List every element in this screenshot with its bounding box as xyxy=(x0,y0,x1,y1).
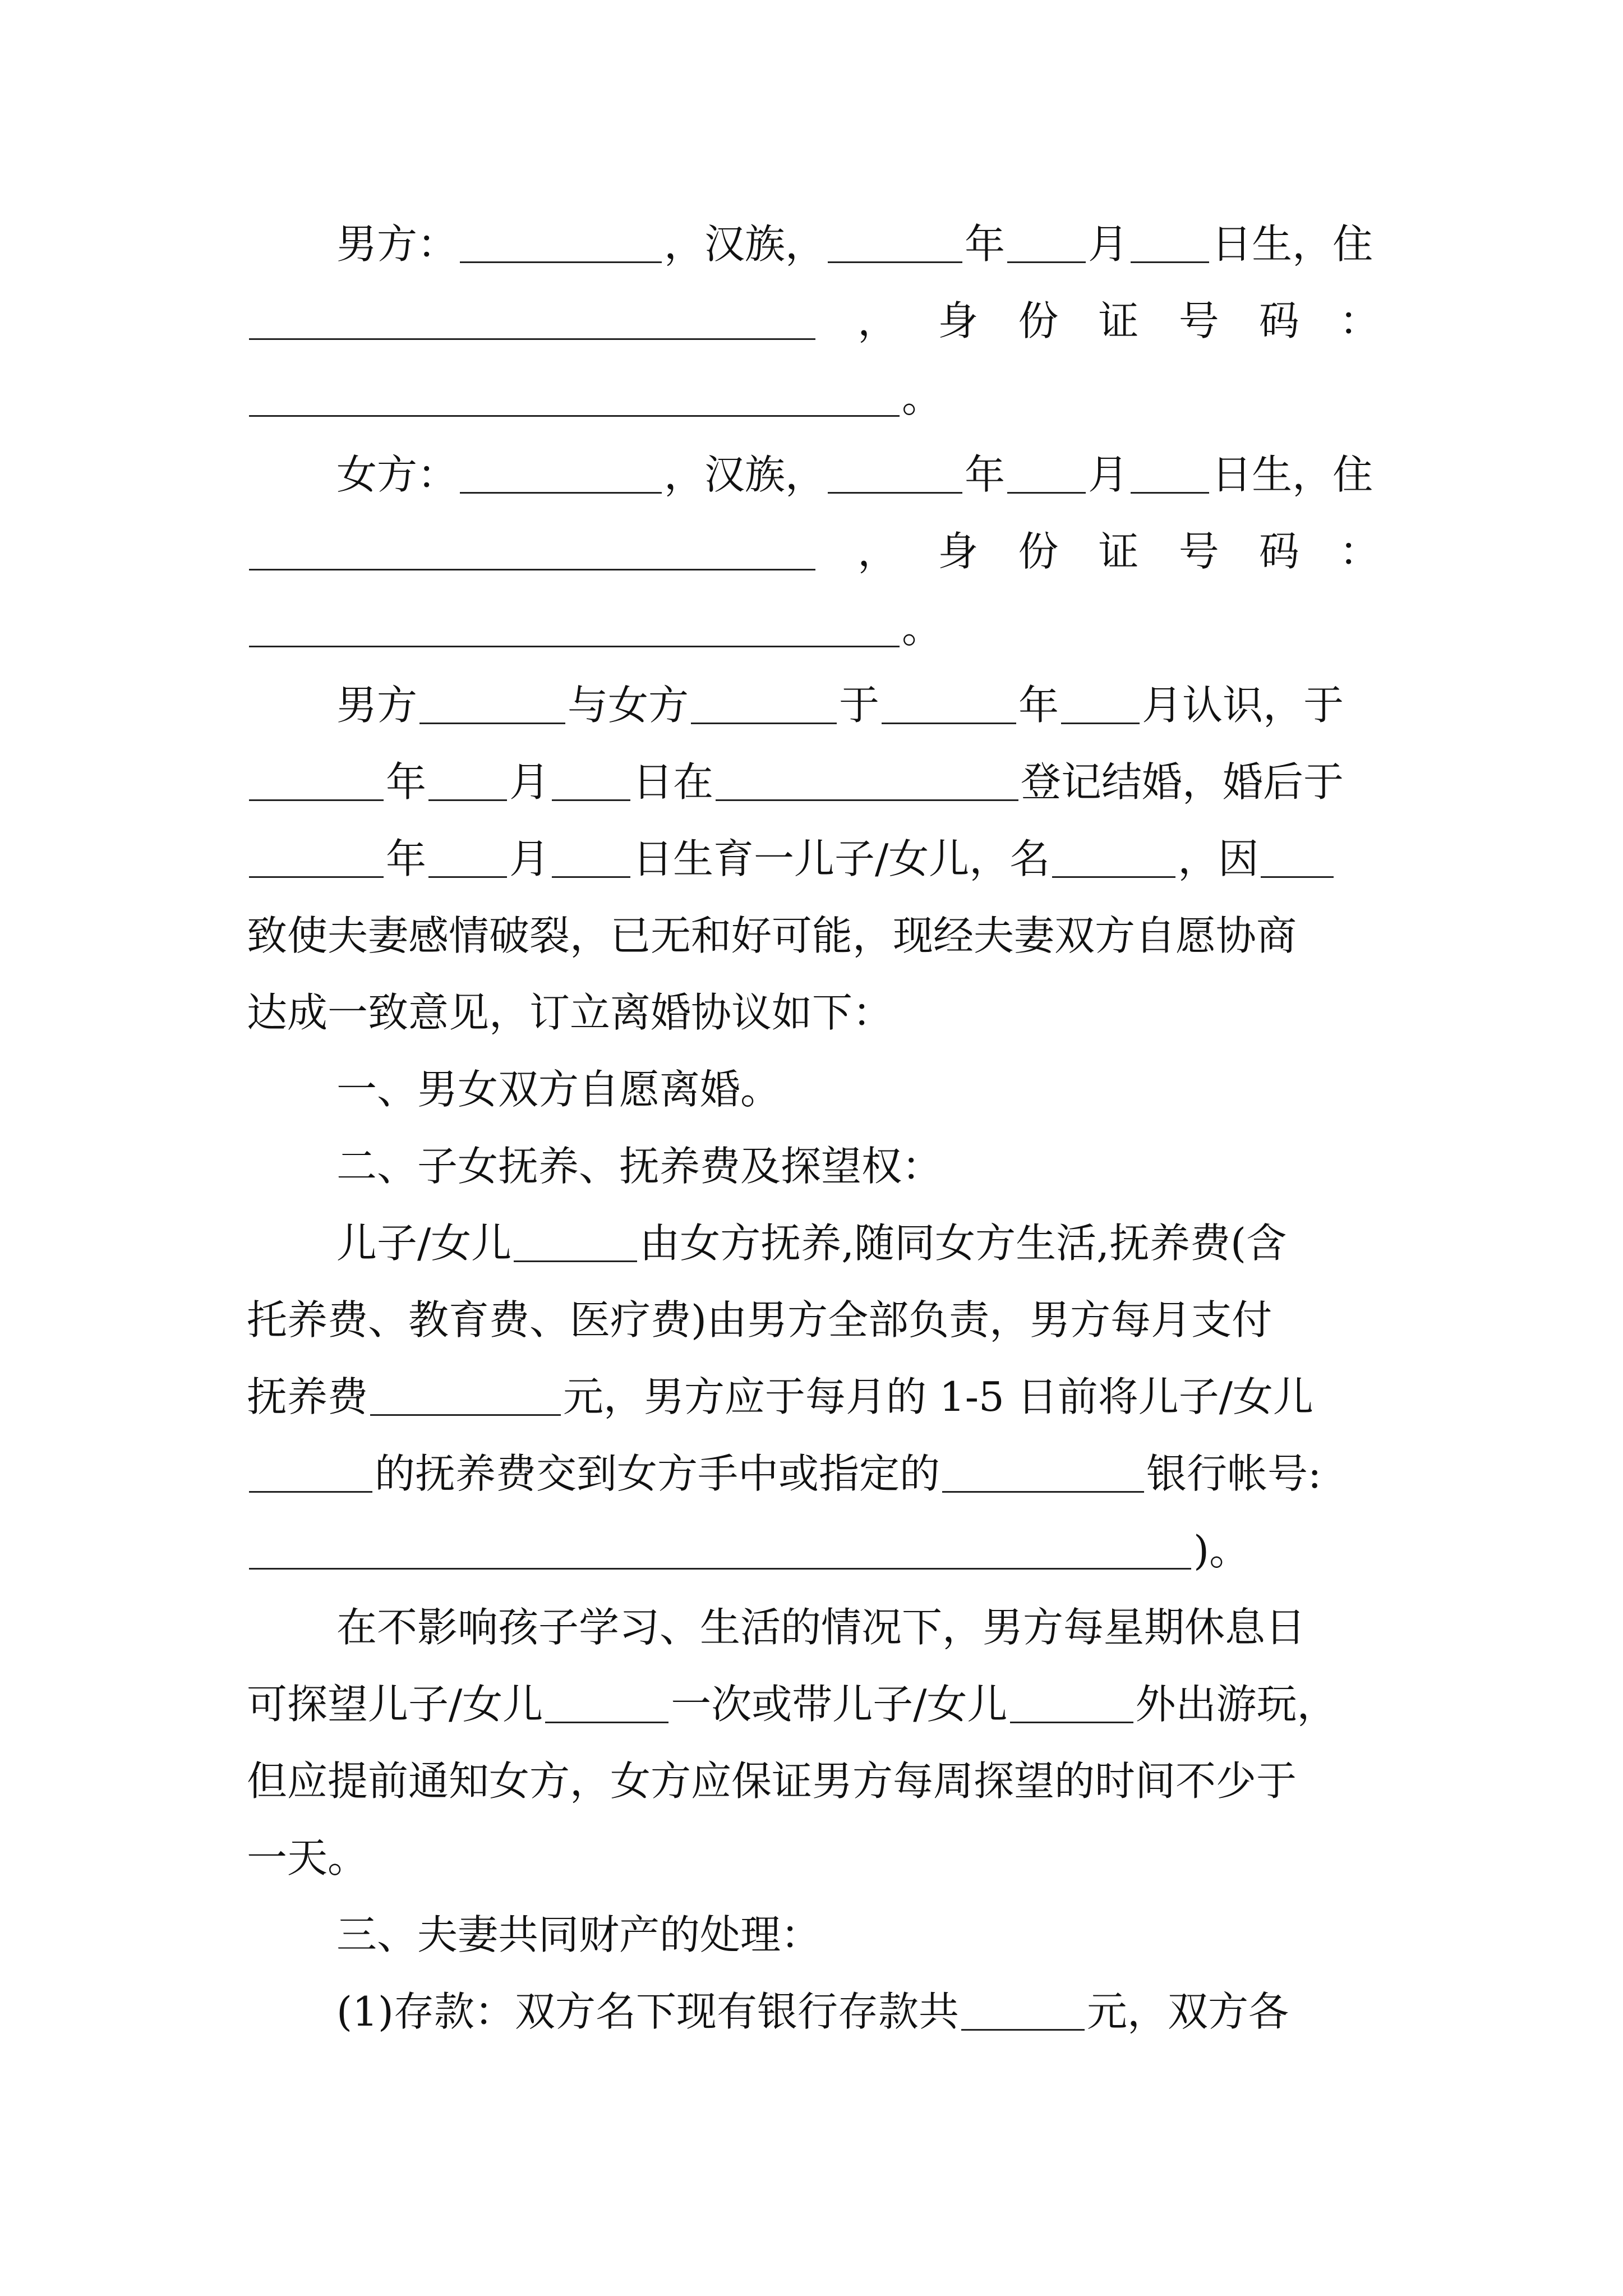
text: 在不影响孩子学习、生活的情况下，男方每星期休息日 xyxy=(336,1604,1306,1651)
text: 份 xyxy=(1018,297,1059,344)
text: 女方： xyxy=(336,451,458,498)
blank-day xyxy=(1131,226,1209,263)
text: )。 xyxy=(1193,1527,1250,1574)
text: 一、男女双方自愿离婚。 xyxy=(336,1066,781,1113)
text: 日生，住 xyxy=(1211,451,1373,498)
blank-child-name xyxy=(1010,1686,1133,1723)
background-line-3 xyxy=(247,825,1380,892)
blank-year xyxy=(249,763,384,801)
text: 但应提前通知女方，女方应保证男方每周探望的时间不少于 xyxy=(247,1757,1297,1805)
blank-year xyxy=(828,456,962,494)
deposit-line-1 xyxy=(336,1978,1380,2045)
blank-child-name xyxy=(1052,840,1175,878)
text: 银行帐号: xyxy=(1146,1450,1322,1497)
blank-male-name xyxy=(419,687,565,724)
female-info-line-1 xyxy=(336,441,1380,508)
blank-support-amount xyxy=(370,1378,561,1416)
text: 。 xyxy=(902,374,943,421)
blank-year xyxy=(249,840,384,878)
text: 份 xyxy=(1018,528,1059,575)
blank-bank-account xyxy=(249,1532,1191,1570)
clause-1-line xyxy=(336,1056,1380,1123)
male-info-line-2 xyxy=(247,287,1380,355)
female-info-line-2 xyxy=(247,518,1380,585)
text: 与女方 xyxy=(568,682,689,729)
blank-registry-place xyxy=(716,763,1018,801)
blank-address xyxy=(249,302,815,340)
text: (1)存款：双方名下现有银行存款共 xyxy=(336,1988,959,2035)
blank-day xyxy=(552,840,630,878)
text: 元，双方各 xyxy=(1087,1988,1289,2035)
blank-child-name xyxy=(545,1686,668,1723)
text: ： xyxy=(1339,528,1380,575)
text: 托养费、教育费、医疗费)由男方全部负责，男方每月支付 xyxy=(247,1296,1272,1343)
visitation-line-3 xyxy=(247,1747,1380,1815)
text: 登记结婚，婚后于 xyxy=(1021,758,1344,806)
blank-female-name xyxy=(691,687,837,724)
text: 可探望儿子/女儿 xyxy=(247,1681,543,1728)
support-line-1 xyxy=(336,1209,1380,1277)
visitation-line-1 xyxy=(336,1594,1380,1661)
text: 二、子女抚养、抚养费及探望权： xyxy=(336,1143,943,1190)
text: 抚养费 xyxy=(247,1373,368,1420)
support-line-5 xyxy=(247,1517,1380,1584)
text: 年 xyxy=(386,758,427,806)
text: 年 xyxy=(386,835,427,882)
text: 年 xyxy=(965,451,1006,498)
text: 男方： xyxy=(336,220,458,268)
text: 月 xyxy=(1088,220,1129,268)
text: 三、夫妻共同财产的处理： xyxy=(336,1911,822,1958)
text: 日生育一儿子/女儿，名 xyxy=(633,835,1050,882)
text: ， xyxy=(857,528,898,575)
male-info-line-3 xyxy=(247,364,1380,431)
text: 日生，住 xyxy=(1211,220,1373,268)
male-info-line-1 xyxy=(336,210,1380,278)
blank-month xyxy=(1007,226,1086,263)
clause-2-heading-line xyxy=(336,1133,1380,1200)
text: 年 xyxy=(965,220,1006,268)
blank-day xyxy=(1131,456,1209,494)
text: 于 xyxy=(839,682,880,729)
text: 证 xyxy=(1098,528,1139,575)
blank-deposit-amount xyxy=(961,1993,1085,2031)
blank-child-name xyxy=(514,1225,637,1262)
text: 男方 xyxy=(336,682,418,729)
blank-year xyxy=(882,687,1016,724)
clause-3-heading-line xyxy=(336,1901,1380,1968)
text: ： xyxy=(1339,297,1380,344)
text: 达成一致意见，订立离婚协议如下： xyxy=(247,989,893,1036)
text: 月认识，于 xyxy=(1142,682,1344,729)
blank-month xyxy=(428,840,507,878)
text: 一次或带儿子/女儿 xyxy=(671,1681,1008,1728)
text: 的抚养费交到女方手中或指定的 xyxy=(375,1450,940,1497)
text: 外出游玩， xyxy=(1135,1681,1338,1728)
blank-id-number xyxy=(249,610,900,647)
text: 月 xyxy=(509,758,550,806)
text: 身 xyxy=(938,528,979,575)
blank-id-number xyxy=(249,379,900,417)
text: 致使夫妻感情破裂，已无和好可能，现经夫妻双方自愿协商 xyxy=(247,912,1297,959)
blank-address xyxy=(249,533,815,570)
text: 日在 xyxy=(633,758,714,806)
text: 月 xyxy=(1088,451,1129,498)
blank-name xyxy=(460,456,662,494)
support-line-2 xyxy=(247,1286,1380,1354)
text: 年 xyxy=(1018,682,1059,729)
blank-reason xyxy=(1261,840,1334,878)
text: 证 xyxy=(1098,297,1139,344)
blank-year xyxy=(828,226,962,263)
text: ，因 xyxy=(1178,835,1259,882)
text: 元，男方应于每月的 1-5 日前将儿子/女儿 xyxy=(563,1373,1313,1420)
text: 号 xyxy=(1178,297,1219,344)
visitation-line-4 xyxy=(247,1824,1380,1892)
text: 码 xyxy=(1258,528,1299,575)
blank-name xyxy=(460,226,662,263)
text: 一天。 xyxy=(247,1834,368,1881)
background-line-4 xyxy=(247,902,1380,969)
blank-month xyxy=(1007,456,1086,494)
text: 。 xyxy=(902,605,943,652)
text: ， xyxy=(857,297,898,344)
background-line-2 xyxy=(247,748,1380,816)
female-info-line-3 xyxy=(247,595,1380,662)
blank-bank-name xyxy=(942,1455,1144,1493)
text: 月 xyxy=(509,835,550,882)
support-line-4 xyxy=(247,1440,1380,1507)
blank-month xyxy=(428,763,507,801)
text: 号 xyxy=(1178,528,1219,575)
text: 码 xyxy=(1258,297,1299,344)
background-line-1 xyxy=(336,671,1380,739)
support-line-3 xyxy=(247,1363,1380,1430)
blank-child-name xyxy=(249,1455,372,1493)
blank-day xyxy=(552,763,630,801)
text: 身 xyxy=(938,297,979,344)
text: ，汉族， xyxy=(664,220,826,268)
visitation-line-2 xyxy=(247,1671,1380,1738)
text: 儿子/女儿 xyxy=(336,1220,512,1267)
blank-month xyxy=(1061,687,1140,724)
text: 由女方抚养,随同女方生活,抚养费(含 xyxy=(639,1220,1287,1267)
text: ，汉族， xyxy=(664,451,826,498)
background-line-5 xyxy=(247,979,1380,1046)
